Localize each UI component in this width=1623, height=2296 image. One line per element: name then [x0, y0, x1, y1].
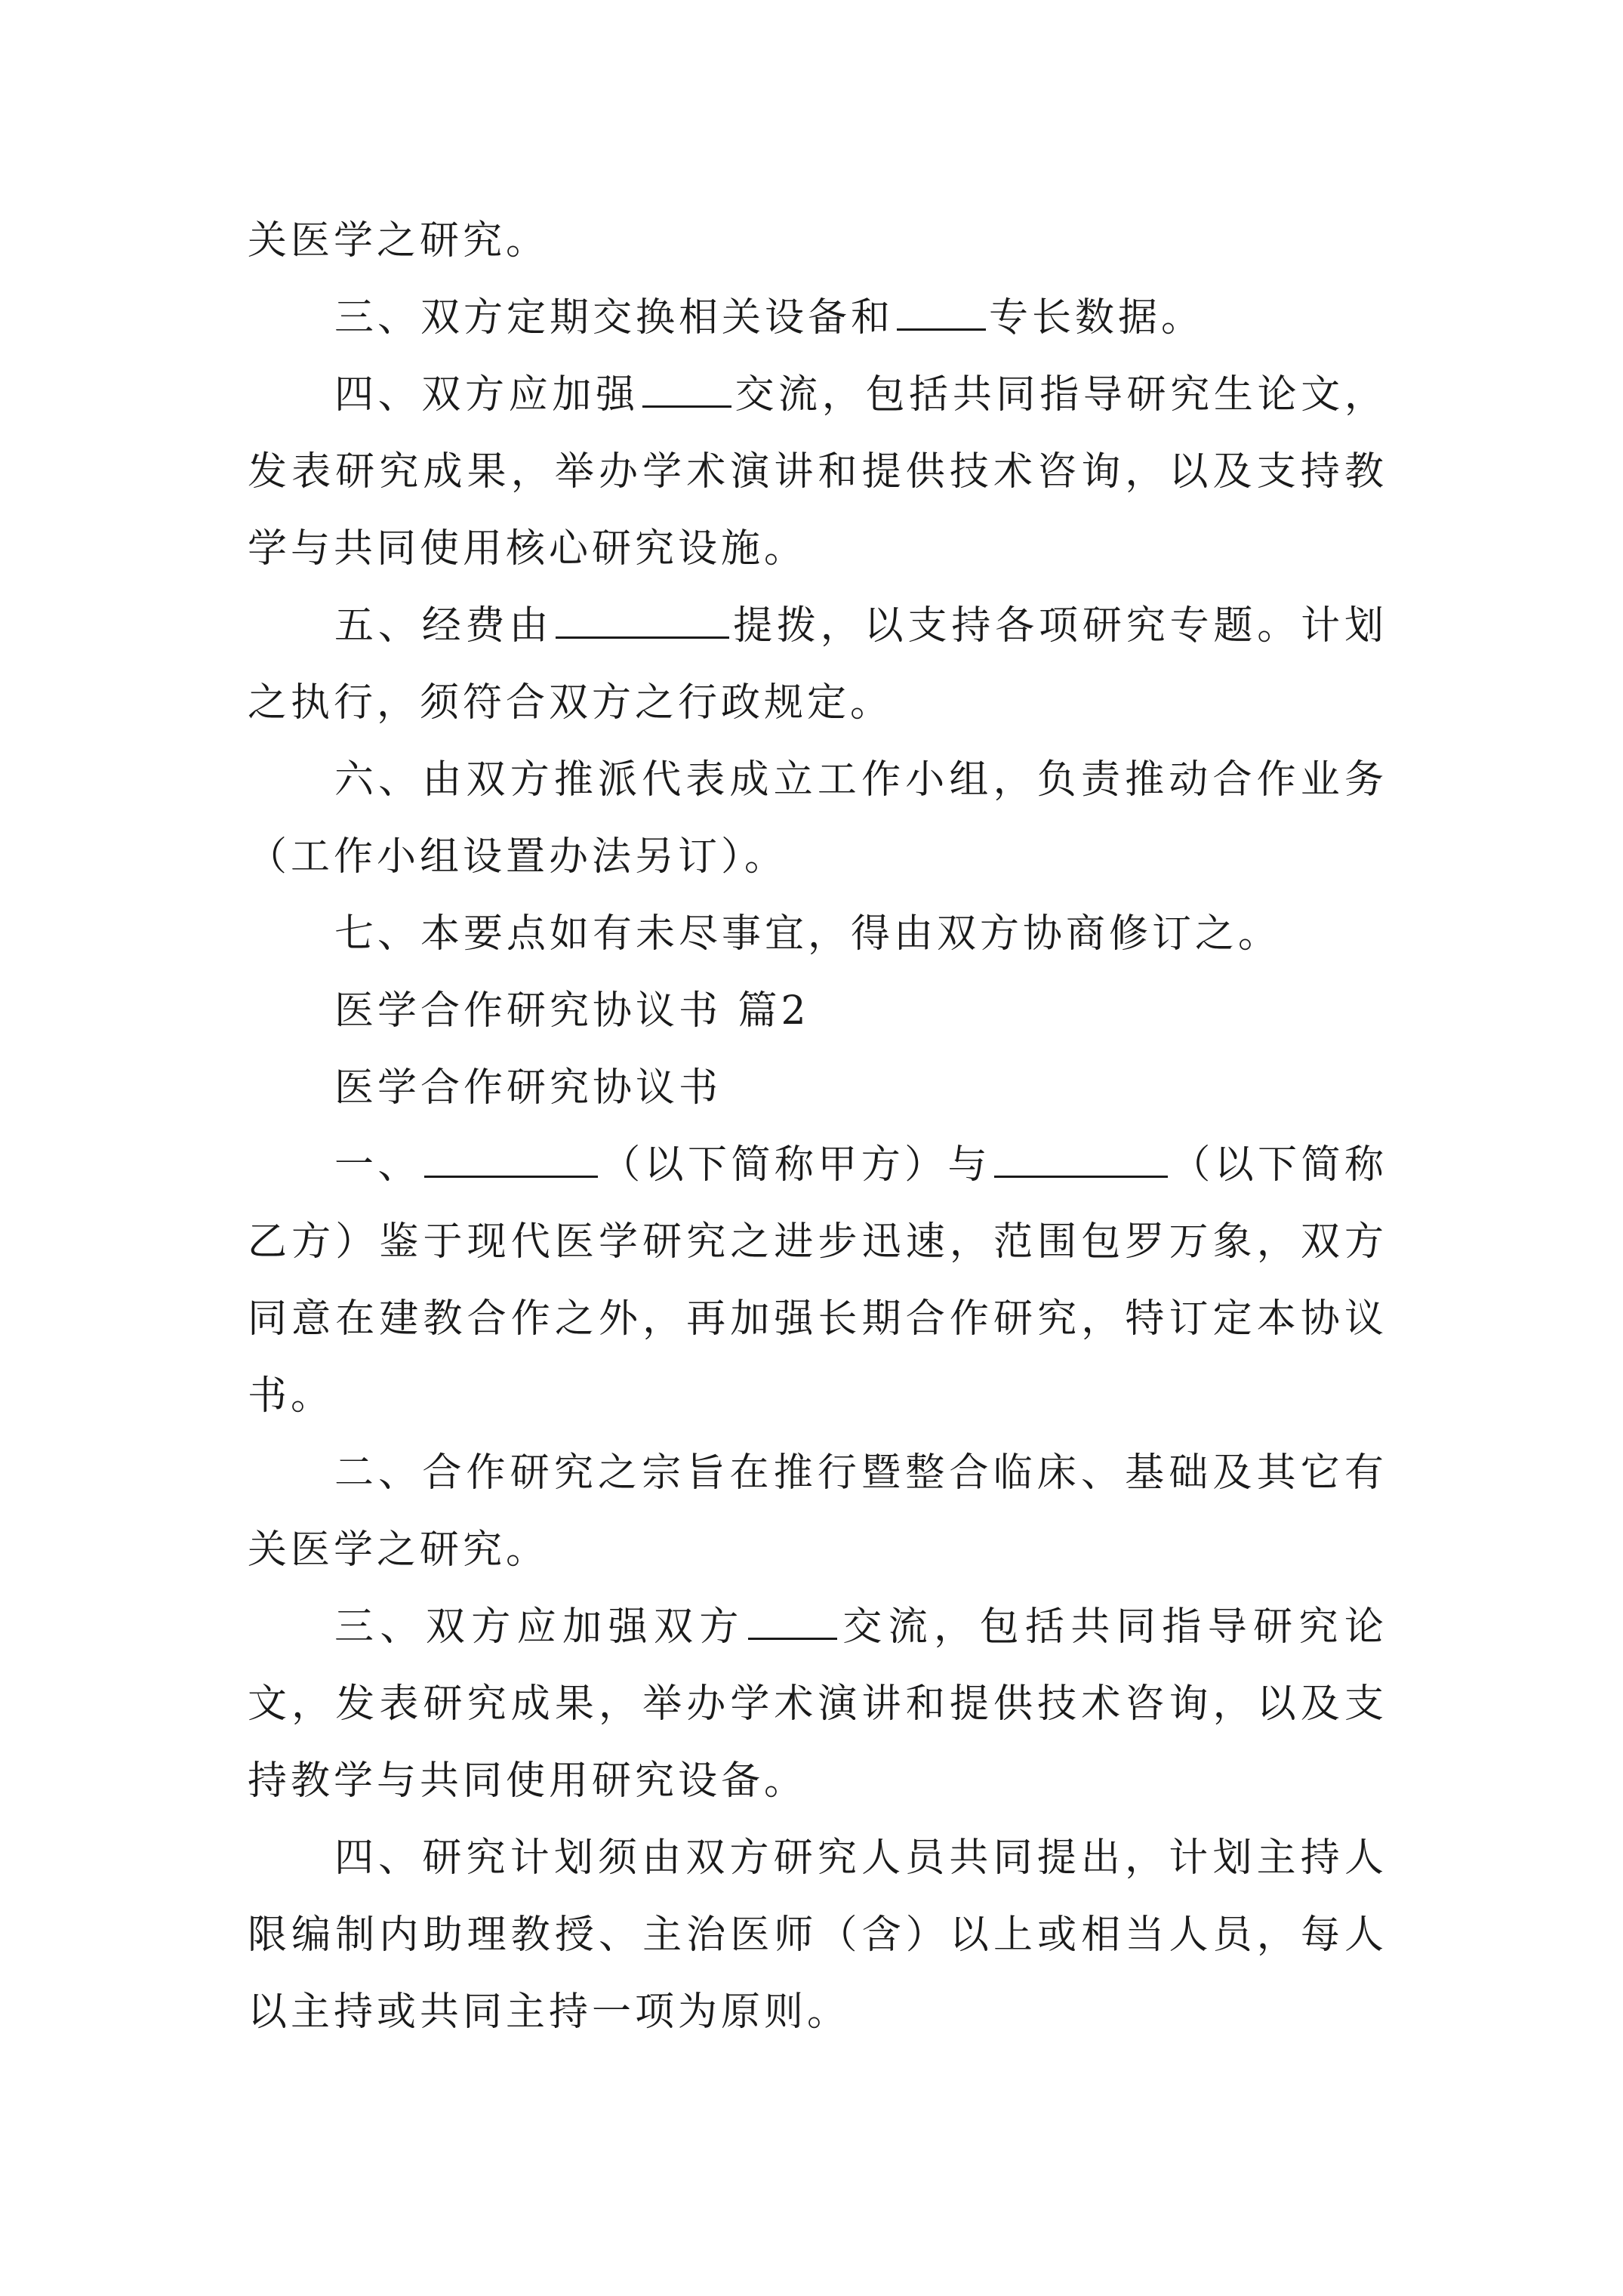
paragraph-item-3-communication — [248, 1589, 1387, 1820]
paragraph-item-4-communication — [248, 356, 1387, 587]
paragraph-text: 关医学之研究。 — [248, 218, 550, 264]
document-body — [248, 202, 1387, 2051]
paragraph-text: （以下简称甲方）与 — [600, 1142, 991, 1188]
paragraph-text: 专长数据。 — [989, 295, 1205, 341]
paragraph-text: 四、双方应加强 — [334, 372, 639, 418]
paragraph-continuation — [248, 202, 1387, 279]
fill-blank — [424, 1136, 598, 1178]
fill-blank — [994, 1136, 1168, 1178]
paragraph-item-3-exchange — [248, 279, 1387, 356]
paragraph-text: 提拨，以支持各项研究专题。计划之执行，须符合双方之行政规定。 — [248, 603, 1387, 726]
paragraph-item-5-funding — [248, 587, 1387, 741]
fill-blank — [642, 366, 731, 408]
paragraph-text: 交流，包括共同指导研究生论文，发表研究成果，举办学术演讲和提供技术咨询，以及支持教学与共同使用核心研究设施。 — [248, 372, 1387, 572]
paragraph-text: 一、 — [334, 1142, 421, 1188]
paragraph-item-7-amendment — [248, 895, 1387, 972]
paragraph-text: 三、双方应加强双方 — [334, 1604, 745, 1650]
section-heading-text: 医学合作研究协议书 篇2 — [334, 988, 810, 1034]
section-heading — [248, 972, 1387, 1049]
paragraph-item-1-parties — [248, 1126, 1387, 1435]
paragraph-item-2-purpose — [248, 1435, 1387, 1589]
paragraph-item-4-research-plan — [248, 1820, 1387, 2051]
paragraph-text: 五、经费由 — [334, 603, 553, 649]
paragraph-text: 二、合作研究之宗旨在推行暨整合临床、基础及其它有关医学之研究。 — [248, 1450, 1387, 1573]
paragraph-text: 六、由双方推派代表成立工作小组，负责推动合作业务（工作小组设置办法另订）。 — [248, 757, 1387, 880]
paragraph-text: 七、本要点如有未尽事宜，得由双方协商修订之。 — [334, 911, 1282, 957]
paragraph-item-6-workgroup — [248, 741, 1387, 895]
fill-blank — [748, 1598, 837, 1640]
document-title — [248, 1049, 1387, 1126]
paragraph-text: 四、研究计划须由双方研究人员共同提出，计划主持人限编制内助理教授、主治医师（含）以上或相当人员，每人以主持或共同主持一项为原则。 — [248, 1835, 1387, 2035]
paragraph-text: 交流，包括共同指导研究论文，发表研究成果，举办学术演讲和提供技术咨询，以及支持教学与共同使用研究设备。 — [248, 1604, 1387, 1804]
fill-blank — [897, 289, 986, 331]
paragraph-text: （以下简称乙方）鉴于现代医学研究之进步迅速，范围包罗万象，双方同意在建教合作之外，再加强长期合作研究，特订定本协议书。 — [248, 1142, 1387, 1419]
fill-blank — [556, 597, 729, 639]
paragraph-text: 三、双方定期交换相关设备和 — [334, 295, 895, 341]
document-title-text: 医学合作研究协议书 — [334, 1065, 722, 1111]
